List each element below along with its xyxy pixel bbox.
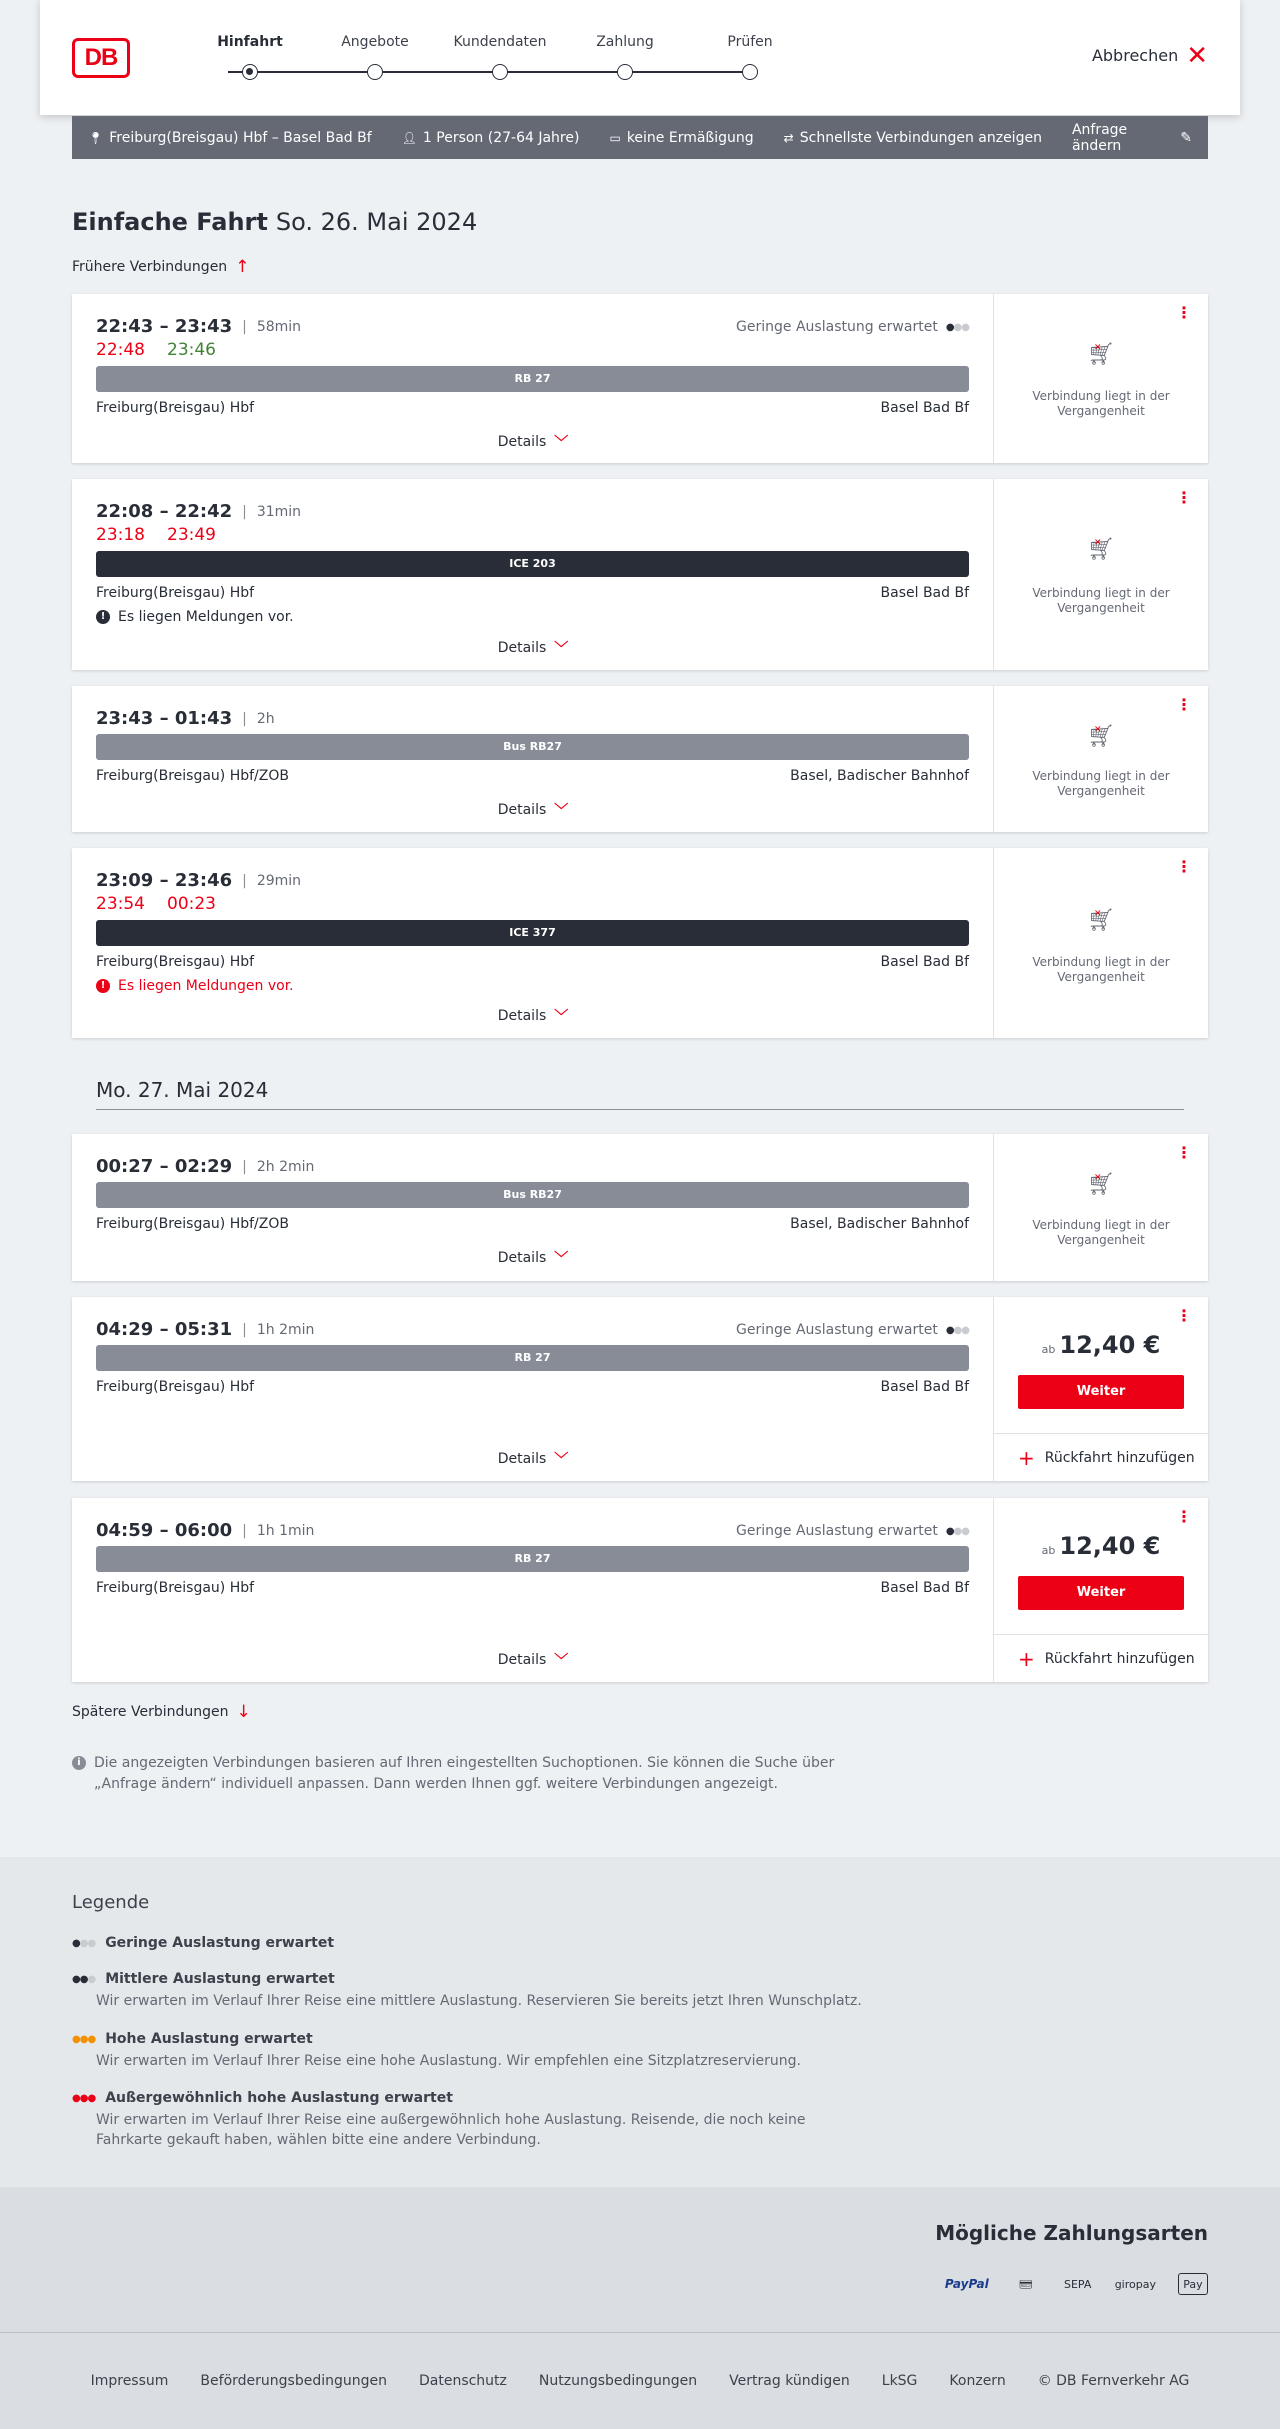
details-toggle[interactable]: Details ﹀ xyxy=(497,1008,569,1025)
train-bar[interactable]: ICE 377 xyxy=(96,920,969,946)
footer-link-impressum[interactable]: Impressum xyxy=(90,2373,169,2389)
connection-card[interactable] xyxy=(72,1297,1208,1481)
details-toggle[interactable]: Details ﹀ xyxy=(497,1250,569,1267)
bahncard-icon: ▭ xyxy=(609,130,621,145)
details-toggle[interactable]: Details ﹀ xyxy=(497,640,569,657)
cart-unavailable-icon: 🛒︎ ✕ xyxy=(994,1172,1208,1197)
price: ab 12,40 € xyxy=(1041,1331,1161,1359)
duration: 2h 2min xyxy=(256,1158,315,1175)
info-icon: i xyxy=(72,1756,86,1770)
arrival-station: Basel Bad Bf xyxy=(880,400,969,416)
location-pin-icon: 📍︎ xyxy=(88,130,104,145)
occupancy-low-icon: ●●● xyxy=(72,1937,96,1949)
db-logo[interactable]: DB xyxy=(72,38,130,78)
cancel-button[interactable]: Abbrechen ✕ xyxy=(1091,40,1208,71)
chevron-down-icon: ﹀ xyxy=(554,1251,569,1267)
connection-times: 00:27 – 02:29 xyxy=(96,1156,233,1177)
edit-query-button[interactable]: Anfrage ändern ✎ xyxy=(1071,121,1192,154)
footer-link-nutzungsbedingungen[interactable]: Nutzungsbedingungen xyxy=(538,2373,698,2389)
connection-details: 22:43 – 23:43 | 58min 22:48 23:46 Geringe Auslastung erwartet ●●● RB 27 Freiburg(Breisgau) Hbf Basel Bad Bf Details ﹀ xyxy=(72,294,994,463)
duration: 29min xyxy=(256,872,302,889)
swap-arrows-icon: ⇄ xyxy=(783,130,794,145)
past-connection-note: Verbindung liegt in der Vergangenheit xyxy=(1032,955,1170,984)
arrival-station: Basel Bad Bf xyxy=(880,1379,969,1395)
payment-methods-section xyxy=(0,2187,1280,2332)
train-bar[interactable]: RB 27 xyxy=(96,1546,969,1572)
step-angebote[interactable]: Angebote xyxy=(325,34,425,50)
step-pruefen[interactable]: Prüfen xyxy=(700,34,800,50)
chevron-down-icon: ﹀ xyxy=(554,1009,569,1025)
chevron-down-icon: ﹀ xyxy=(554,1653,569,1669)
continue-button[interactable]: Weiter xyxy=(1018,1576,1184,1610)
apple-pay-icon: Pay xyxy=(1178,2273,1208,2295)
payment-icons xyxy=(945,2273,1208,2295)
price: ab 12,40 € xyxy=(1041,1532,1161,1560)
credit-card-icon: 💳︎ xyxy=(1018,2277,1033,2291)
connection-offer xyxy=(994,1498,1208,1682)
service-message[interactable]: ! Es liegen Meldungen vor. xyxy=(96,609,294,625)
add-return-trip-button[interactable]: + Rückfahrt hinzufügen xyxy=(994,1433,1208,1481)
cart-unavailable-icon: 🛒︎ ✕ xyxy=(994,908,1208,933)
connection-card[interactable] xyxy=(72,1134,1208,1281)
sepa-icon: SEPA xyxy=(1064,2277,1092,2291)
alert-icon: ! xyxy=(96,979,110,993)
connection-details: 00:27 – 02:29 | 2h 2min Bus RB27 Freiburg(Breisgau) Hbf/ZOB Basel, Badischer Bahnhof Details ﹀ xyxy=(72,1134,994,1281)
more-options-icon[interactable]: ⋮ xyxy=(1176,857,1192,876)
search-info-note: i Die angezeigten Verbindungen basieren auf Ihren eingestellten Suchoptionen. Sie können die Suche über „Anfrage ändern“ individuell anpassen. Dann werden Ihnen ggf. weitere Verbindungen angezeigt. xyxy=(72,1753,852,1795)
payment-title: Mögliche Zahlungsarten xyxy=(935,2221,1208,2245)
route-summary: 📍︎ Freiburg(Breisgau) Hbf – Basel Bad Bf xyxy=(88,129,372,146)
step-dot xyxy=(617,64,633,80)
more-options-icon[interactable]: ⋮ xyxy=(1176,1143,1192,1162)
footer-copyright: © DB Fernverkehr AG xyxy=(1037,2373,1190,2389)
occupancy-very-high-icon: ●●● xyxy=(72,2092,96,2104)
fastest-summary: ⇄ Schnellste Verbindungen anzeigen xyxy=(783,129,1042,146)
giropay-icon: giropay xyxy=(1114,2277,1156,2291)
duration: 1h 2min xyxy=(256,1321,315,1338)
connection-offer xyxy=(994,294,1208,463)
plus-icon: + xyxy=(1018,1445,1035,1470)
header xyxy=(40,0,1240,115)
close-icon: ✕ xyxy=(1186,40,1208,71)
duration: 2h xyxy=(256,710,275,727)
progress-line xyxy=(228,71,748,73)
occupancy-low-icon: ●●● xyxy=(945,1525,969,1537)
discount-summary: ▭ keine Ermäßigung xyxy=(609,129,754,146)
step-hinfahrt[interactable]: Hinfahrt xyxy=(200,34,300,50)
cart-unavailable-icon: 🛒︎ ✕ xyxy=(994,537,1208,562)
past-connection-note: Verbindung liegt in der Vergangenheit xyxy=(1032,769,1170,798)
cart-unavailable-icon: 🛒︎ ✕ xyxy=(994,342,1208,367)
step-dot xyxy=(492,64,508,80)
more-options-icon[interactable]: ⋮ xyxy=(1176,1507,1192,1526)
chevron-down-icon: ﹀ xyxy=(554,1452,569,1468)
train-bar[interactable]: Bus RB27 xyxy=(96,1182,969,1208)
legend-section xyxy=(0,1857,1280,2187)
load-indicator: Geringe Auslastung erwartet ●●● xyxy=(736,319,969,335)
departure-station: Freiburg(Breisgau) Hbf xyxy=(96,1379,255,1395)
persons-summary: 👤︎ 1 Person (27-64 Jahre) xyxy=(401,129,580,146)
details-toggle[interactable]: Details ﹀ xyxy=(497,1451,569,1468)
connection-times: 23:43 – 01:43 xyxy=(96,708,233,729)
past-connection-note: Verbindung liegt in der Vergangenheit xyxy=(1032,389,1170,418)
connection-offer xyxy=(994,1134,1208,1281)
details-toggle[interactable]: Details ﹀ xyxy=(497,434,569,451)
connection-times: 04:59 – 06:00 xyxy=(96,1520,233,1541)
departure-station: Freiburg(Breisgau) Hbf xyxy=(96,585,255,601)
connection-card[interactable] xyxy=(72,294,1208,463)
train-bar[interactable]: RB 27 xyxy=(96,366,969,392)
details-toggle[interactable]: Details ﹀ xyxy=(497,1652,569,1669)
page-title: Einfache Fahrt So. 26. Mai 2024 xyxy=(72,208,478,236)
connection-card[interactable] xyxy=(72,848,1208,1038)
departure-station: Freiburg(Breisgau) Hbf/ZOB xyxy=(96,1216,289,1232)
legend-title: Legende xyxy=(72,1892,150,1913)
connection-details: 04:29 – 05:31 | 1h 2min Geringe Auslastung erwartet ●●● RB 27 Freiburg(Breisgau) Hbf Basel Bad Bf Details ﹀ xyxy=(72,1297,994,1481)
connection-card[interactable] xyxy=(72,1498,1208,1682)
paypal-icon: PayPal xyxy=(944,2277,989,2291)
footer-link-datenschutz[interactable]: Datenschutz xyxy=(418,2373,507,2389)
load-indicator: Geringe Auslastung erwartet ●●● xyxy=(736,1523,969,1539)
step-dot xyxy=(242,64,258,80)
train-bar[interactable]: ICE 203 xyxy=(96,551,969,577)
more-options-icon[interactable]: ⋮ xyxy=(1176,488,1192,507)
train-bar[interactable]: RB 27 xyxy=(96,1345,969,1371)
duration: 31min xyxy=(256,503,302,520)
connection-details: 22:08 – 22:42 | 31min 23:18 23:49 ICE 203 Freiburg(Breisgau) Hbf Basel Bad Bf ! Es liegen Meldungen vor. Details ﹀ xyxy=(72,479,994,670)
past-connection-note: Verbindung liegt in der Vergangenheit xyxy=(1032,586,1170,615)
step-zahlung[interactable]: Zahlung xyxy=(575,34,675,50)
occupancy-medium-icon: ●●● xyxy=(72,1973,96,1985)
past-connection-note: Verbindung liegt in der Vergangenheit xyxy=(1032,1218,1170,1247)
duration: 58min xyxy=(256,318,302,335)
legend-item-medium: ●●● Mittlere Auslastung erwartet Wir erwarten im Verlauf Ihrer Reise eine mittlere Auslastung. Reservieren Sie bereits jetzt Ihren Wunschplatz. xyxy=(72,1971,862,2009)
connection-details: 23:43 – 01:43 | 2h Bus RB27 Freiburg(Breisgau) Hbf/ZOB Basel, Badischer Bahnhof Details ﹀ xyxy=(72,686,994,832)
arrival-station: Basel, Badischer Bahnhof xyxy=(790,768,969,784)
alert-icon: ! xyxy=(96,610,110,624)
departure-station: Freiburg(Breisgau) Hbf xyxy=(96,954,255,970)
connection-offer xyxy=(994,848,1208,1038)
duration: 1h 1min xyxy=(256,1522,315,1539)
legend-item-low: ●●● Geringe Auslastung erwartet xyxy=(72,1935,335,1951)
footer xyxy=(0,2332,1280,2429)
earlier-connections-link[interactable]: Frühere Verbindungen ↑ xyxy=(72,257,250,277)
cart-unavailable-icon: 🛒︎ ✕ xyxy=(994,724,1208,749)
details-toggle[interactable]: Details ﹀ xyxy=(497,802,569,819)
connection-details: 04:59 – 06:00 | 1h 1min Geringe Auslastung erwartet ●●● RB 27 Freiburg(Breisgau) Hbf Basel Bad Bf Details ﹀ xyxy=(72,1498,994,1682)
step-dot xyxy=(367,64,383,80)
query-summary-bar xyxy=(72,116,1208,159)
connection-times: 04:29 – 05:31 xyxy=(96,1319,233,1340)
realtime-times: 22:48 23:46 xyxy=(96,340,216,360)
occupancy-high-icon: ●●● xyxy=(72,2033,96,2045)
more-options-icon[interactable]: ⋮ xyxy=(1176,695,1192,714)
footer-link-lksg[interactable]: LkSG xyxy=(881,2373,918,2389)
step-kundendaten[interactable]: Kundendaten xyxy=(450,34,550,50)
footer-link-befoerderungsbedingungen[interactable]: Beförderungsbedingungen xyxy=(200,2373,387,2389)
arrival-station: Basel, Badischer Bahnhof xyxy=(790,1216,969,1232)
arrival-station: Basel Bad Bf xyxy=(880,954,969,970)
connection-times: 22:08 – 22:42 xyxy=(96,501,233,522)
footer-link-vertrag-kuendigen[interactable]: Vertrag kündigen xyxy=(729,2373,850,2389)
arrival-station: Basel Bad Bf xyxy=(880,1580,969,1596)
connection-details: 23:09 – 23:46 | 29min 23:54 00:23 ICE 377 Freiburg(Breisgau) Hbf Basel Bad Bf ! Es liegen Meldungen vor. Details ﹀ xyxy=(72,848,994,1038)
arrow-down-icon: ↓ xyxy=(236,1702,251,1722)
chevron-down-icon: ﹀ xyxy=(554,435,569,451)
connection-card[interactable] xyxy=(72,479,1208,670)
occupancy-low-icon: ●●● xyxy=(945,321,969,333)
departure-station: Freiburg(Breisgau) Hbf/ZOB xyxy=(96,768,289,784)
departure-station: Freiburg(Breisgau) Hbf xyxy=(96,400,255,416)
add-return-trip-button[interactable]: + Rückfahrt hinzufügen xyxy=(994,1634,1208,1682)
person-icon: 👤︎ xyxy=(401,130,417,145)
realtime-times: 23:54 00:23 xyxy=(96,894,216,914)
departure-station: Freiburg(Breisgau) Hbf xyxy=(96,1580,255,1596)
connection-offer xyxy=(994,1297,1208,1481)
pencil-icon: ✎ xyxy=(1180,129,1192,146)
arrival-station: Basel Bad Bf xyxy=(880,585,969,601)
later-connections-link[interactable]: Spätere Verbindungen ↓ xyxy=(72,1702,251,1722)
load-indicator: Geringe Auslastung erwartet ●●● xyxy=(736,1322,969,1338)
occupancy-low-icon: ●●● xyxy=(945,1324,969,1336)
footer-link-konzern[interactable]: Konzern xyxy=(949,2373,1006,2389)
day-separator: Mo. 27. Mai 2024 xyxy=(96,1078,1184,1110)
step-dot xyxy=(742,64,758,80)
connection-card[interactable] xyxy=(72,686,1208,832)
arrow-up-icon: ↑ xyxy=(235,257,250,277)
chevron-down-icon: ﹀ xyxy=(554,803,569,819)
legend-item-very-high: ●●● Außergewöhnlich hohe Auslastung erwartet Wir erwarten im Verlauf Ihrer Reise eine außergewöhnlich hohe Auslastung. Reisende, die noch keine Fahrkarte gekauft haben, wählen bitte eine andere Verbindung. xyxy=(72,2090,806,2148)
legend-item-high: ●●● Hohe Auslastung erwartet Wir erwarten im Verlauf Ihrer Reise eine hohe Auslastung. Wir empfehlen eine Sitzplatzreservierung. xyxy=(72,2031,801,2069)
chevron-down-icon: ﹀ xyxy=(554,641,569,657)
progress-steps xyxy=(210,34,780,84)
more-options-icon[interactable]: ⋮ xyxy=(1176,1306,1192,1325)
connection-offer xyxy=(994,686,1208,832)
realtime-times: 23:18 23:49 xyxy=(96,525,216,545)
continue-button[interactable]: Weiter xyxy=(1018,1375,1184,1409)
connection-times: 23:09 – 23:46 xyxy=(96,870,233,891)
train-bar[interactable]: Bus RB27 xyxy=(96,734,969,760)
service-message[interactable]: ! Es liegen Meldungen vor. xyxy=(96,978,294,994)
connection-offer xyxy=(994,479,1208,670)
plus-icon: + xyxy=(1018,1646,1035,1671)
more-options-icon[interactable]: ⋮ xyxy=(1176,303,1192,322)
connection-times: 22:43 – 23:43 xyxy=(96,316,233,337)
